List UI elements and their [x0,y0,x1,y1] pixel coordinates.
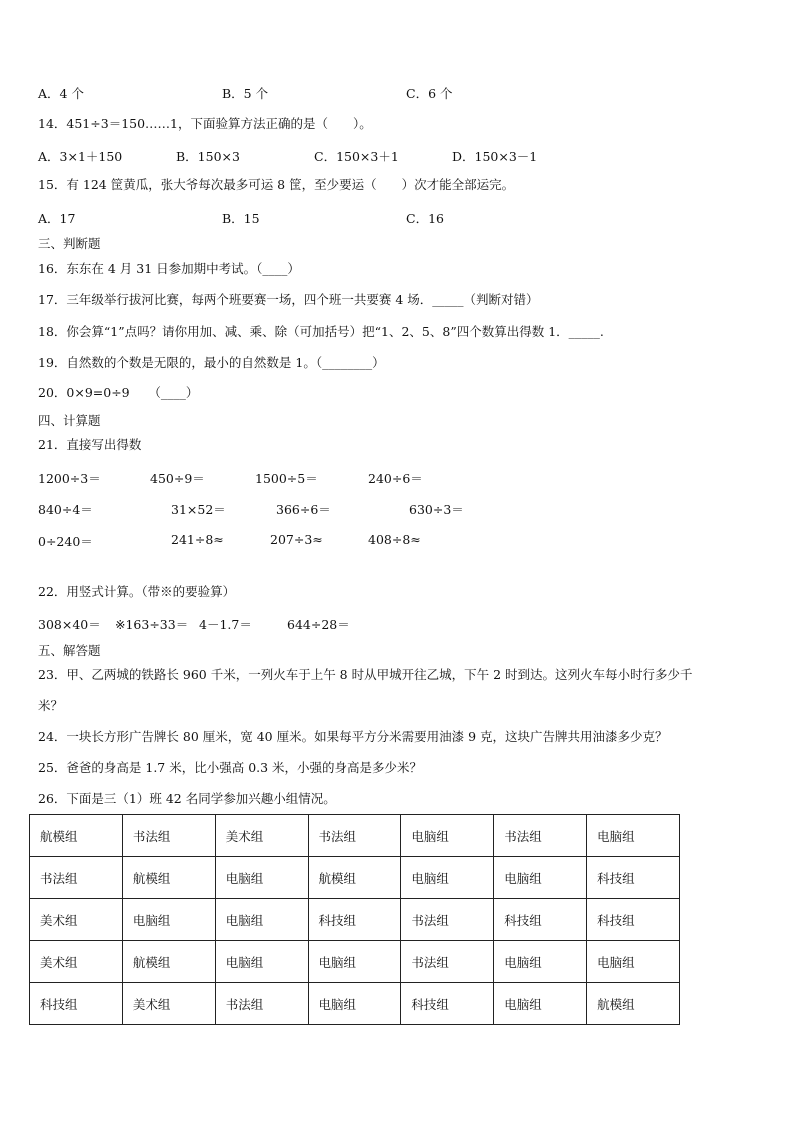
q21-item: 1200÷3＝ [38,471,101,486]
q13-option-b: B．5 个 [222,86,269,101]
q21-title: 21．直接写出得数 [38,437,142,452]
q22-item: 644÷28＝ [287,617,350,632]
table-cell: 航模组 [308,857,401,899]
q19-question: 19．自然数的个数是无限的，最小的自然数是 1。（________） [38,355,385,370]
section-heading-calculation: 四、计算题 [38,413,101,428]
table-row [30,983,680,1025]
table-cell: 科技组 [401,983,494,1025]
q17-question: 17．三年级举行拔河比赛，每两个班要赛一场，四个班一共要赛 4 场．_____（判断对错） [38,292,539,307]
table-row [30,941,680,983]
q26-title: 26．下面是三（1）班 42 名同学参加兴趣小组情况。 [38,791,336,806]
table-cell: 美术组 [215,815,308,857]
q21-item: 366÷6＝ [276,502,331,517]
table-cell: 电脑组 [215,857,308,899]
section-heading-judgement: 三、判断题 [38,236,101,251]
q15-option-a: A．17 [38,211,76,226]
table-cell: 电脑组 [401,857,494,899]
q14-option-a: A．3×1＋150 [38,149,123,164]
table-cell: 航模组 [122,941,215,983]
table-cell: 书法组 [122,815,215,857]
q14-option-b: B．150×3 [176,149,240,164]
table-cell: 书法组 [308,815,401,857]
q16-question: 16．东东在 4 月 31 日参加期中考试。（____） [38,261,300,276]
table-cell: 书法组 [30,857,123,899]
table-cell: 书法组 [401,941,494,983]
q22-item: ※163÷33＝ [115,617,189,632]
table-cell: 电脑组 [308,941,401,983]
table-cell: 科技组 [308,899,401,941]
q21-item: 1500÷5＝ [255,471,318,486]
table-cell: 科技组 [30,983,123,1025]
table-row [30,815,680,857]
table-cell: 电脑组 [215,941,308,983]
table-cell: 电脑组 [494,941,587,983]
q20-question: 20．0×9=0÷9 （____） [38,385,199,400]
q21-item: 240÷6＝ [368,471,423,486]
q21-item: 840÷4＝ [38,502,93,517]
q18-question: 18．你会算“1”点吗？请你用加、减、乘、除（可加括号）把“1、2、5、8”四个数算出得数 1．_____. [38,324,604,339]
table-cell: 科技组 [587,857,680,899]
q21-item: 207÷3≈ [270,532,323,547]
table-cell: 科技组 [494,899,587,941]
q24-question: 24．一块长方形广告牌长 80 厘米，宽 40 厘米。如果每平方分米需要用油漆 9 克，这块广告牌共用油漆多少克？ [38,729,668,744]
q14-question: 14．451÷3＝150……1，下面验算方法正确的是（ ）。 [38,116,372,131]
table-cell: 电脑组 [494,983,587,1025]
table-cell: 电脑组 [587,941,680,983]
q23-question-line2: 米？ [38,698,64,713]
table-cell: 航模组 [30,815,123,857]
table-cell: 电脑组 [494,857,587,899]
q21-item: 0÷240＝ [38,534,93,549]
q21-item: 408÷8≈ [368,532,421,547]
table-cell: 书法组 [401,899,494,941]
q13-option-c: C．6 个 [406,86,453,101]
table-cell: 航模组 [122,857,215,899]
table-row [30,857,680,899]
q13-option-a: A．4 个 [38,86,84,101]
q23-question-line1: 23．甲、乙两城的铁路长 960 千米，一列火车于上午 8 时从甲城开往乙城，下午 2 时到达。这列火车每小时行多少千 [38,667,693,682]
q21-item: 450÷9＝ [150,471,205,486]
table-cell: 美术组 [122,983,215,1025]
section-heading-word-problems: 五、解答题 [38,643,101,658]
q15-option-c: C．16 [406,211,444,226]
q14-option-c: C．150×3＋1 [314,149,399,164]
q14-option-d: D．150×3－1 [452,149,538,164]
table-cell: 科技组 [587,899,680,941]
table-cell: 电脑组 [122,899,215,941]
q21-item: 31×52＝ [171,502,226,517]
q21-item: 241÷8≈ [171,532,224,547]
table-cell: 书法组 [215,983,308,1025]
q22-item: 308×40＝ [38,617,101,632]
q22-item: 4－1.7＝ [199,617,252,632]
q15-question: 15．有 124 筐黄瓜，张大爷每次最多可运 8 筐，至少要运（ ）次才能全部运完。 [38,177,515,192]
table-cell: 书法组 [494,815,587,857]
table-row [30,899,680,941]
table-cell: 电脑组 [401,815,494,857]
q15-option-b: B．15 [222,211,260,226]
table-cell: 航模组 [587,983,680,1025]
q21-item: 630÷3＝ [409,502,464,517]
q25-question: 25．爸爸的身高是 1.7 米，比小强高 0.3 米，小强的身高是多少米？ [38,760,423,775]
table-cell: 美术组 [30,899,123,941]
table-cell: 电脑组 [215,899,308,941]
interest-group-table [29,814,680,1025]
table-cell: 美术组 [30,941,123,983]
q22-title: 22．用竖式计算。（带※的要验算） [38,584,236,599]
table-cell: 电脑组 [587,815,680,857]
table-cell: 电脑组 [308,983,401,1025]
